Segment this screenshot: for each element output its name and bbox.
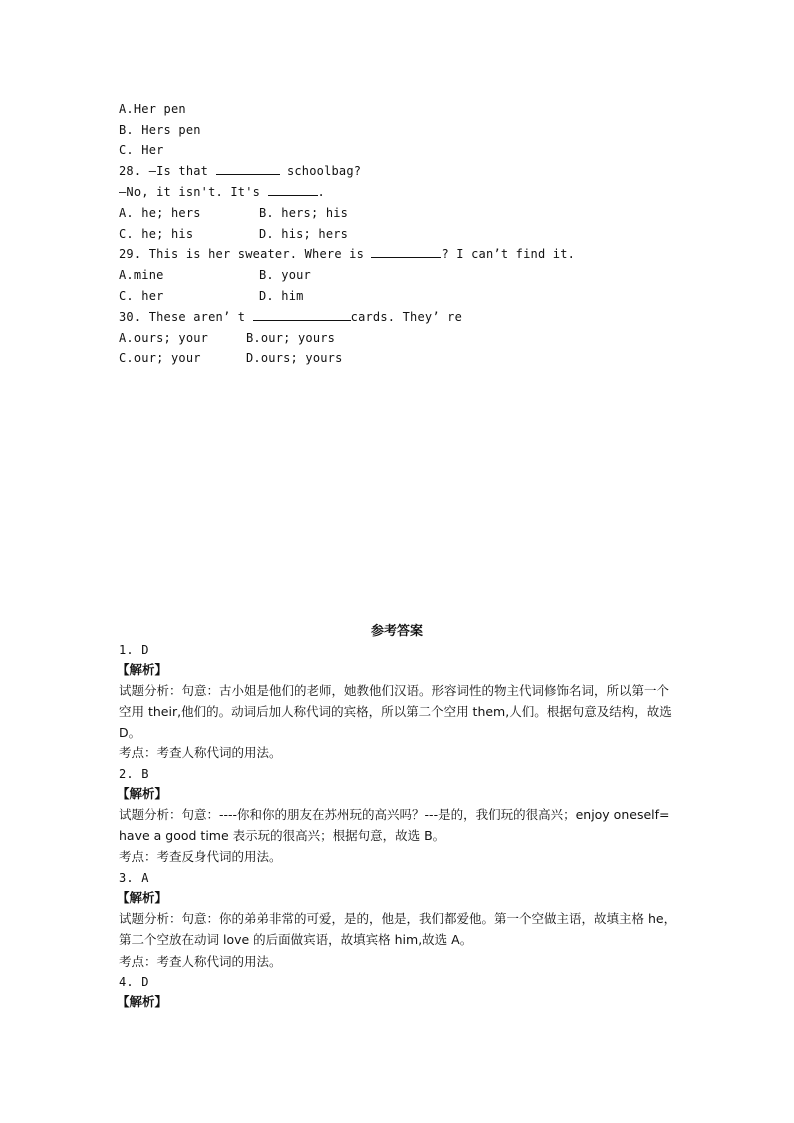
answer-2-number: 2. B <box>119 767 149 781</box>
q28-stem-post: schoolbag? <box>279 164 362 178</box>
answer-3-analysis: 试题分析：句意：你的弟弟非常的可爱，是的，他是，我们都爱他。第一个空做主语，故填主格 he，第二个空放在动词 love 的后面做宾语，故填宾格 him,故选 A。 <box>119 911 677 947</box>
q28-stem <box>119 164 361 178</box>
q30-option-b: B.our; yours <box>246 331 336 345</box>
answer-4-tag: 【解析】 <box>117 994 168 1009</box>
q30-stem <box>119 310 462 324</box>
answer-4-number: 4. D <box>119 975 149 989</box>
answer-2-tag: 【解析】 <box>117 786 168 801</box>
q29-blank <box>371 247 441 258</box>
answer-1-analysis: 试题分析：句意：古小姐是他们的老师，她教他们汉语。形容词性的物主代词修饰名词，所以第一个空用 their,他们的。动词后加人称代词的宾格，所以第二个空用 them,人们。根据句意及结构，故选 D。 <box>119 683 672 740</box>
q27-option-b: B. Hers pen <box>119 123 201 137</box>
q29-option-a: A.mine <box>119 268 164 282</box>
q28-option-b: B. hers; his <box>259 206 349 220</box>
q30-option-c: C.our; your <box>119 351 201 365</box>
answer-2-point: 考点：考查反身代词的用法。 <box>119 849 282 864</box>
q30-option-d: D.ours; yours <box>246 351 343 365</box>
q28-stem-pre: 28. —Is that <box>119 164 216 178</box>
answer-3-tag: 【解析】 <box>117 890 168 905</box>
answers-heading: 参考答案 <box>370 624 423 639</box>
q28-option-c: C. he; his <box>119 227 194 241</box>
answer-3-point: 考点：考查人称代词的用法。 <box>119 954 282 969</box>
q29-stem <box>119 247 575 261</box>
q27-option-c: C. Her <box>119 143 164 157</box>
q28-blank-1 <box>216 164 280 175</box>
answer-2-analysis: 试题分析：句意：----你和你的朋友在苏州玩的高兴吗？---是的，我们玩的很高兴；enjoy oneself= have a good time 表示玩的很高兴；根据句意，故选 B。 <box>119 807 670 843</box>
q29-option-c: C. her <box>119 289 164 303</box>
q29-stem-pre: 29. This is her sweater. Where is <box>119 247 372 261</box>
q28-reply-post: . <box>317 185 325 199</box>
q28-option-a: A. he; hers <box>119 206 201 220</box>
q30-option-a: A.ours; your <box>119 331 209 345</box>
q30-stem-post: cards. They’ re <box>350 310 463 324</box>
q27-option-a: A.Her pen <box>119 102 186 116</box>
q30-stem-pre: 30. These aren’ t <box>119 310 253 324</box>
q30-blank <box>253 310 351 321</box>
q28-blank-2 <box>268 185 318 196</box>
answer-1-number: 1. D <box>119 643 149 657</box>
q28-option-d: D. his; hers <box>259 227 349 241</box>
answer-3-number: 3. A <box>119 871 149 885</box>
answer-1-tag: 【解析】 <box>117 662 168 677</box>
q28-reply <box>119 185 325 199</box>
q29-option-b: B. your <box>259 268 311 282</box>
q29-option-d: D. him <box>259 289 304 303</box>
answer-1-point: 考点：考查人称代词的用法。 <box>119 745 282 760</box>
q29-stem-post: ? I can’t find it. <box>441 247 576 261</box>
q28-reply-pre: —No, it isn't. It's <box>119 185 268 199</box>
